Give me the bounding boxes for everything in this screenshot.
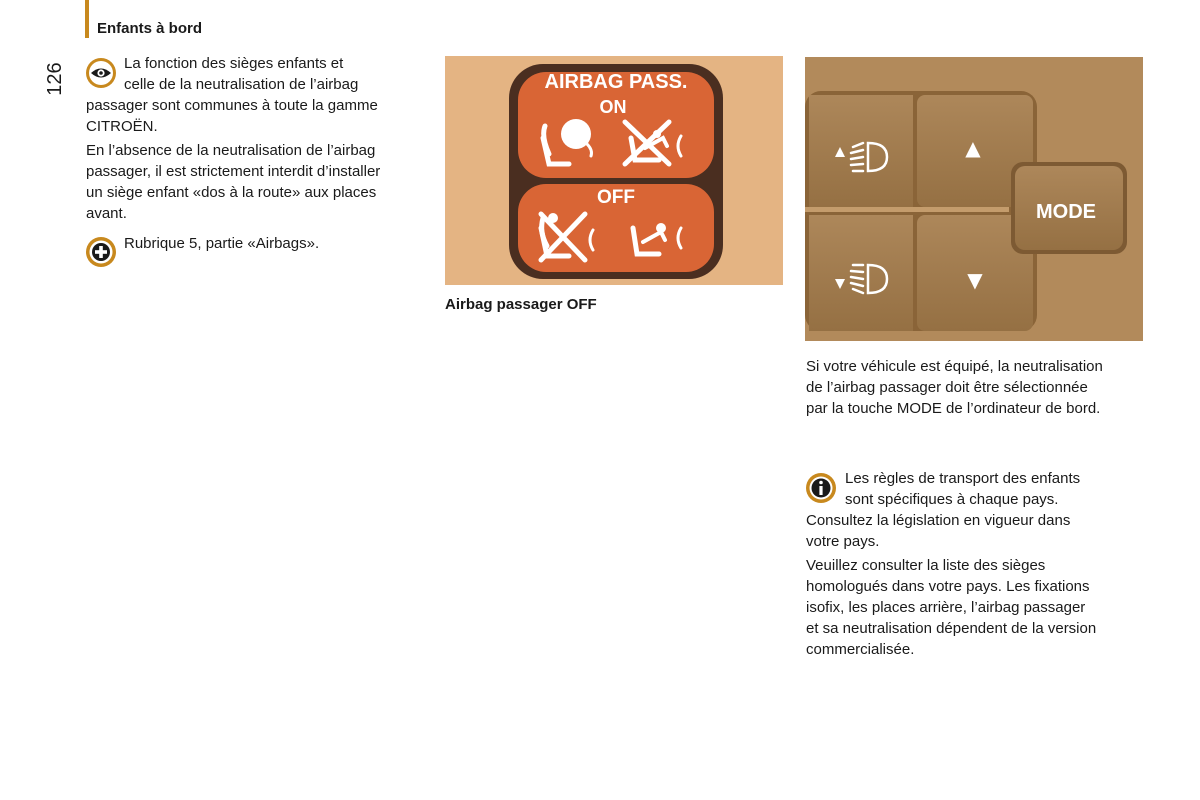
info-note-line-3: Consultez la législation en vigueur dans (806, 512, 1071, 529)
mode-paragraph-line-1: Si votre véhicule est équipé, la neutralisation (806, 358, 1103, 375)
paragraph-line-3: un siège enfant «dos à la route» aux places (86, 184, 377, 201)
airbag-on-label: ON (599, 97, 627, 117)
paragraph-line-2: passager, il est strictement interdit d’installer (86, 163, 381, 180)
mode-paragraph-line-3: par la touche MODE de l’ordinateur de bord. (806, 400, 1101, 417)
info-note-line-4: votre pays. (806, 533, 880, 550)
paragraph-line-1: En l’absence de la neutralisation de l’airbag (86, 142, 376, 159)
airbag-title: AIRBAG PASS. (544, 71, 688, 93)
control-panel-image (805, 57, 1143, 341)
note-eye-line-2: celle de la neutralisation de l’airbag (124, 76, 359, 93)
note-eye-line-3: passager sont communes à toute la gamme (86, 97, 378, 114)
paragraph-line-4: avant. (86, 205, 127, 222)
seats-paragraph-line-2: homologués dans votre pays. Les fixations (806, 578, 1090, 595)
section-accent-bar (85, 0, 89, 38)
eye-icon (85, 57, 117, 89)
up-arrow-icon: ▲ (965, 136, 981, 160)
page-number: 126 (43, 62, 66, 96)
airbag-panel-caption: Airbag passager OFF (445, 296, 597, 313)
section-title: Enfants à bord (97, 20, 203, 37)
note-plus-text: Rubrique 5, partie «Airbags». (124, 235, 320, 252)
down-arrow-icon: ▼ (967, 268, 983, 292)
seats-paragraph-line-5: commercialisée. (806, 641, 915, 658)
info-note-line-2: sont spécifiques à chaque pays. (845, 491, 1059, 508)
mode-button-label: MODE (1036, 201, 1096, 223)
info-icon (805, 472, 837, 504)
seats-paragraph-line-1: Veuillez consulter la liste des sièges (806, 557, 1046, 574)
plus-icon (85, 236, 117, 268)
mode-paragraph-line-2: de l’airbag passager doit être sélectionnée (806, 379, 1088, 396)
note-eye-line-1: La fonction des sièges enfants et (124, 55, 344, 72)
airbag-off-label: OFF (597, 187, 635, 208)
airbag-panel-image (445, 56, 783, 285)
seats-paragraph-line-4: et sa neutralisation dépendent de la version (806, 620, 1097, 637)
note-eye-line-4: CITROËN. (86, 118, 158, 135)
info-note-line-1: Les règles de transport des enfants (845, 470, 1081, 487)
seats-paragraph-line-3: isofix, les places arrière, l’airbag passager (806, 599, 1086, 616)
